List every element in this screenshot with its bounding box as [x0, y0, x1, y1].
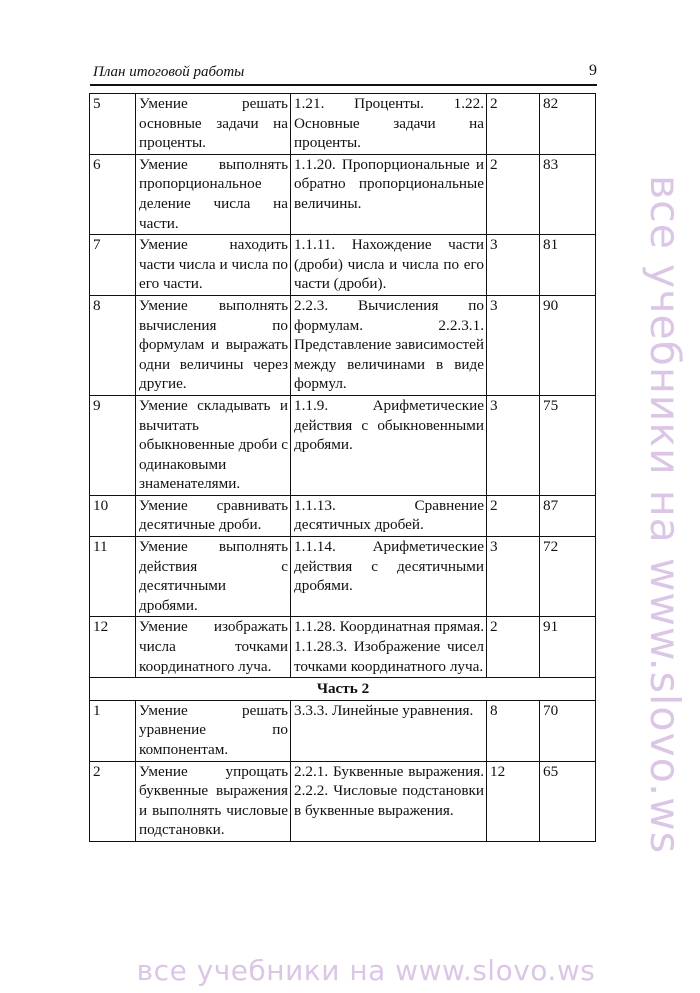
table-row — [90, 537, 596, 617]
points-cell: 8 — [487, 700, 540, 761]
points-cell: 3 — [487, 537, 540, 617]
task-number: 5 — [90, 94, 136, 155]
percent-cell: 90 — [540, 295, 596, 395]
task-number: 8 — [90, 295, 136, 395]
topic-cell: 2.2.1. Буквенные выражения. 2.2.2. Числовые подстановки в буквенные выражения. — [291, 761, 487, 841]
plan-table — [89, 93, 596, 842]
points-cell: 2 — [487, 154, 540, 234]
part-heading-row — [90, 678, 596, 701]
points-cell: 2 — [487, 495, 540, 536]
points-cell: 2 — [487, 617, 540, 678]
task-number: 1 — [90, 700, 136, 761]
topic-cell: 1.1.20. Пропорциональные и обратно пропорциональные величины. — [291, 154, 487, 234]
table-row — [90, 617, 596, 678]
skill-cell: Умение изображать числа точками координатного луча. — [136, 617, 291, 678]
table-row — [90, 235, 596, 296]
points-cell: 3 — [487, 295, 540, 395]
table-row — [90, 495, 596, 536]
topic-cell: 2.2.3. Вычисления по формулам. 2.2.3.1. Представление зависимостей между величинами в виде формул. — [291, 295, 487, 395]
task-number: 12 — [90, 617, 136, 678]
percent-cell: 87 — [540, 495, 596, 536]
bottom-watermark[interactable]: все учебники на www.slovo.ws — [136, 954, 596, 987]
skill-cell: Умение выполнять пропорциональное деление числа на части. — [136, 154, 291, 234]
points-cell: 3 — [487, 235, 540, 296]
points-cell: 3 — [487, 395, 540, 495]
task-number: 11 — [90, 537, 136, 617]
percent-cell: 82 — [540, 94, 596, 155]
side-watermark[interactable] — [638, 150, 692, 880]
running-title: План итоговой работы — [93, 64, 245, 80]
topic-cell: 3.3.3. Линейные уравнения. — [291, 700, 487, 761]
running-header — [90, 62, 597, 86]
table-row — [90, 154, 596, 234]
topic-cell: 1.1.13. Сравнение десятичных дробей. — [291, 495, 487, 536]
percent-cell: 91 — [540, 617, 596, 678]
side-watermark-text: все учебники на www.slovo.ws — [641, 175, 689, 855]
table-row — [90, 761, 596, 841]
skill-cell: Умение решать основные задачи на проценты. — [136, 94, 291, 155]
skill-cell: Умение выполнять действия с десятичными дробями. — [136, 537, 291, 617]
skill-cell: Умение складывать и вычитать обыкновенные дроби с одинаковыми знаменателями. — [136, 395, 291, 495]
topic-cell: 1.1.11. Нахождение части (дроби) числа и числа по его части (дроби). — [291, 235, 487, 296]
percent-cell: 65 — [540, 761, 596, 841]
table-row — [90, 700, 596, 761]
percent-cell: 81 — [540, 235, 596, 296]
points-cell: 2 — [487, 94, 540, 155]
table-row — [90, 295, 596, 395]
skill-cell: Умение решать уравнение по компонентам. — [136, 700, 291, 761]
topic-cell: 1.1.14. Арифметические действия с десятичными дробями. — [291, 537, 487, 617]
topic-cell: 1.1.9. Арифметические действия с обыкновенными дробями. — [291, 395, 487, 495]
page-number: 9 — [589, 62, 597, 79]
table-row — [90, 94, 596, 155]
percent-cell: 83 — [540, 154, 596, 234]
skill-cell: Умение выполнять вычисления по формулам и выражать одни величины через другие. — [136, 295, 291, 395]
percent-cell: 70 — [540, 700, 596, 761]
task-number: 7 — [90, 235, 136, 296]
skill-cell: Умение упрощать буквенные выражения и выполнять числовые подстановки. — [136, 761, 291, 841]
topic-cell: 1.1.28. Координатная прямая. 1.1.28.3. Изображение чисел точками координатного луча. — [291, 617, 487, 678]
task-number: 10 — [90, 495, 136, 536]
task-number: 2 — [90, 761, 136, 841]
skill-cell: Умение сравнивать десятичные дроби. — [136, 495, 291, 536]
part-heading: Часть 2 — [90, 678, 596, 701]
percent-cell: 72 — [540, 537, 596, 617]
task-number: 9 — [90, 395, 136, 495]
percent-cell: 75 — [540, 395, 596, 495]
topic-cell: 1.21. Проценты. 1.22. Основные задачи на проценты. — [291, 94, 487, 155]
points-cell: 12 — [487, 761, 540, 841]
skill-cell: Умение находить части числа и числа по его части. — [136, 235, 291, 296]
task-number: 6 — [90, 154, 136, 234]
table-row — [90, 395, 596, 495]
